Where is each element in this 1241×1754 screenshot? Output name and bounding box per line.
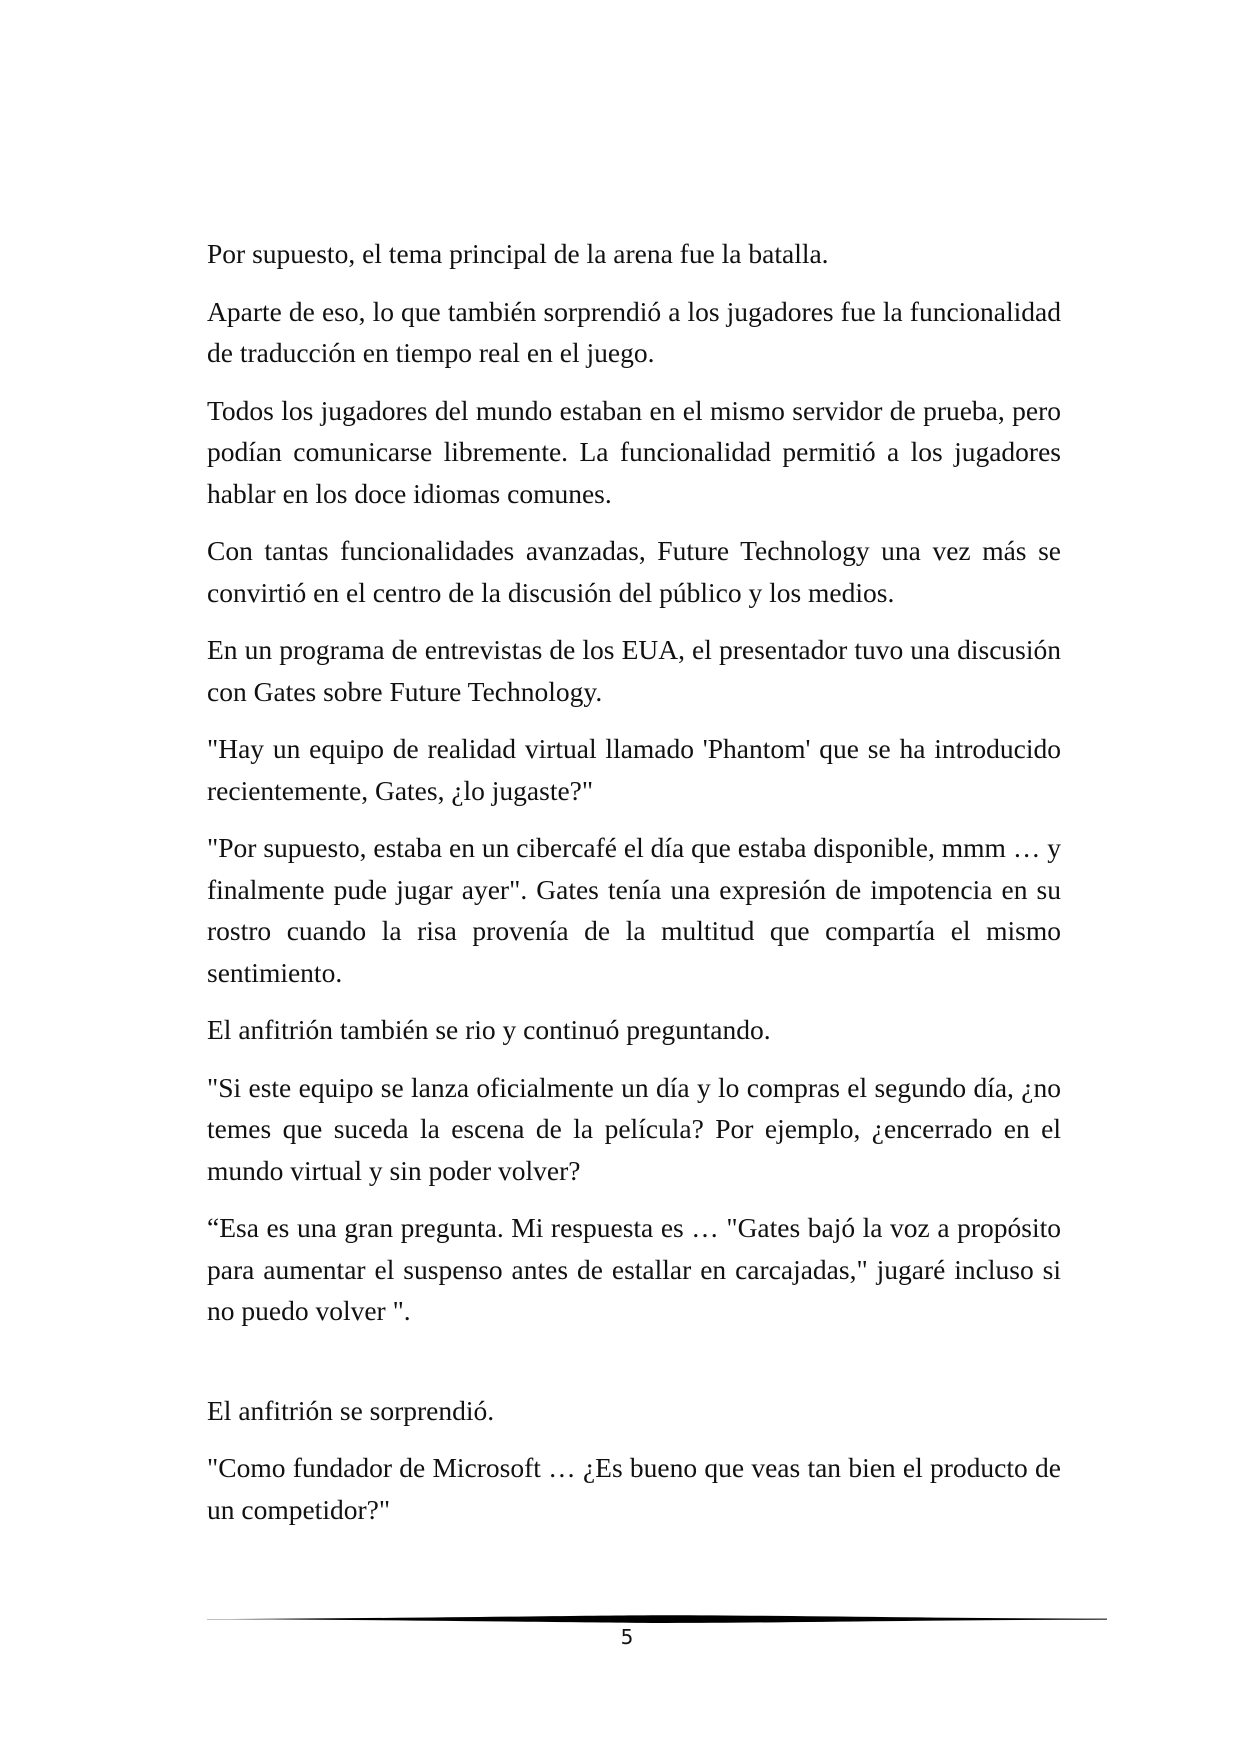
paragraph: "Como fundador de Microsoft … ¿Es bueno que veas tan bien el producto de un competidor?" [207,1452,1061,1525]
paragraph: Todos los jugadores del mundo estaban en el mismo servidor de prueba, pero podían comunicarse libremente. La funcionalidad permitió a los jugadores hablar en los doce idiomas comunes. [207,394,1061,509]
paragraph: Con tantas funcionalidades avanzadas, Future Technology una vez más se convirtió en el centro de la discusión del público y los medios. [207,535,1061,608]
paragraph: "Hay un equipo de realidad virtual llamado 'Phantom' que se ha introducido recientemente, Gates, ¿lo jugaste?" [207,733,1061,806]
paragraph: El anfitrión se sorprendió. [207,1394,495,1426]
paragraph: "Si este equipo se lanza oficialmente un día y lo compras el segundo día, ¿no temes que suceda la escena de la película? Por ejemplo, ¿encerrado en el mundo virtual y sin poder volver? [207,1071,1061,1186]
paragraph: Aparte de eso, lo que también sorprendió a los jugadores fue la funcionalidad de traducción en tiempo real en el juego. [207,295,1061,368]
paragraph: Por supuesto, el tema principal de la arena fue la batalla. [207,238,829,269]
paragraph: "Por supuesto, estaba en un cibercafé el día que estaba disponible, mmm … y finalmente pude jugar ayer". Gates tenía una expresión de impotencia en su rostro cuando la risa provenía de la multitud que compartía el mismo sentimiento. [207,832,1061,988]
paragraph: En un programa de entrevistas de los EUA, el presentador tuvo una discusión con Gates sobre Future Technology. [207,634,1061,707]
footer-divider [207,1612,1107,1626]
paragraph: El anfitrión también se rio y continuó preguntando. [207,1014,771,1045]
body-text [207,233,1061,1546]
page-number: 5 [620,1625,634,1649]
paragraph: “Esa es una gran pregunta. Mi respuesta es … "Gates bajó la voz a propósito para aumentar el suspenso antes de estallar en carcajadas," jugaré incluso si no puedo volver ". [207,1212,1061,1326]
